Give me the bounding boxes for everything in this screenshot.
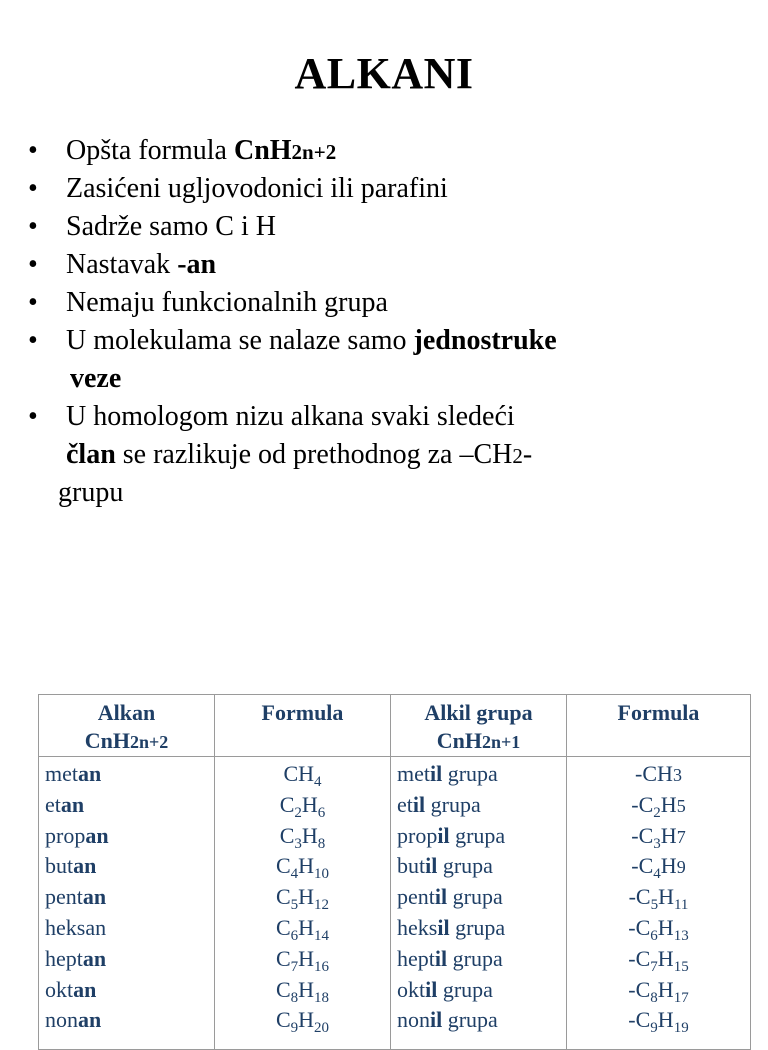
carbon-count: 7 xyxy=(290,958,299,975)
alkyl-formula: -CH3 xyxy=(635,761,682,786)
bullet-dot: • xyxy=(28,249,38,280)
hydrogen-count: 8 xyxy=(317,835,326,852)
alkyl-stem: prop xyxy=(397,822,438,848)
hydrogen-count: 17 xyxy=(673,989,689,1006)
alkyl-rest: grupa xyxy=(425,791,481,817)
header-formula-main: CnH xyxy=(436,728,482,753)
alkane-stem: non xyxy=(45,1007,78,1033)
hydrogen-count: 4 xyxy=(314,774,322,790)
alkyl-stem: okt xyxy=(397,976,426,1002)
alkyl-suffix: il xyxy=(430,761,443,786)
alkane-suffix: an xyxy=(82,945,107,971)
carbon-count: 5 xyxy=(290,897,299,914)
hydrogen-count: 9 xyxy=(676,857,686,878)
alkane-name xyxy=(45,944,208,975)
alkane-formula: $C_6H_{14}$ xyxy=(275,914,330,944)
alkane-stem: pent xyxy=(45,884,83,910)
alkane-formula: $C_9H_{20}$ xyxy=(275,1007,330,1037)
alkane-formula: $C_4H_{10}$ xyxy=(275,853,330,883)
alkyl-rest: grupa xyxy=(442,761,498,786)
alkyl-rest: grupa xyxy=(437,976,493,1002)
hydrogen-count: 3 xyxy=(672,765,682,785)
hydrogen-count: 20 xyxy=(314,1020,330,1037)
bullet-single-bonds xyxy=(28,322,748,360)
hydrogen-count: 12 xyxy=(314,897,330,914)
hydrogen-count: 11 xyxy=(673,897,689,914)
bullet-text: - xyxy=(522,439,533,470)
alkane-stem: hept xyxy=(45,945,83,971)
header-formula: Formula xyxy=(215,695,391,757)
hydrogen-count: 18 xyxy=(314,989,330,1006)
alkane-stem: et xyxy=(45,791,61,817)
carbon-count: 4 xyxy=(653,866,661,883)
bullet-dot: • xyxy=(28,325,38,356)
alkane-name xyxy=(45,790,208,821)
carbon-count: 4 xyxy=(290,866,299,883)
alkane-name xyxy=(45,882,208,913)
hydrogen-count: 13 xyxy=(673,927,689,944)
alkane-suffix: an xyxy=(85,822,109,848)
alkyl-suffix: il xyxy=(425,853,438,879)
bullet-bold: član xyxy=(66,439,116,470)
alkane-name xyxy=(45,759,208,790)
alkyl-name xyxy=(397,913,560,944)
alkyl-name xyxy=(397,821,560,852)
alkane-formula: $C_5H_{12}$ xyxy=(275,884,330,914)
table-header-row xyxy=(39,695,751,757)
alkyl-name xyxy=(397,882,560,913)
bullet-functional-groups xyxy=(28,284,748,322)
alkane-formulas-cell xyxy=(215,757,391,1050)
alkane-name xyxy=(45,1005,208,1036)
bullet-bold: veze xyxy=(70,363,122,394)
header-formula-small: 2n+2 xyxy=(129,732,169,752)
alkane-suffix: an xyxy=(78,1007,102,1033)
bullet-continuation xyxy=(28,360,748,398)
bullet-general-formula xyxy=(28,132,748,170)
alkane-stem: heksan xyxy=(45,914,107,940)
bullet-continuation xyxy=(28,474,748,512)
alkane-suffix: an xyxy=(60,791,85,817)
alkyl-stem: but xyxy=(397,853,426,879)
alkane-suffix: an xyxy=(73,853,97,879)
alkyl-stem: hept xyxy=(397,945,435,971)
alkyl-name xyxy=(397,759,560,790)
alkyl-formula: $-C_8H_{17}$ xyxy=(628,976,689,1006)
header-formula: Formula xyxy=(567,695,751,757)
carbon-count: 8 xyxy=(650,989,658,1006)
alkyl-rest: grupa xyxy=(449,914,506,940)
bullet-text: U molekulama se nalaze samo xyxy=(66,325,414,356)
bullet-continuation xyxy=(28,436,748,474)
alkane-name xyxy=(45,975,208,1006)
bullet-bold: jednostruke xyxy=(413,325,557,356)
alkyl-stem: non xyxy=(397,1007,430,1033)
hydrogen-count: 6 xyxy=(317,804,326,821)
alkyl-name xyxy=(397,851,560,882)
alkane-stem: okt xyxy=(45,976,74,1002)
carbon-count: 8 xyxy=(290,989,299,1006)
bullet-dot: • xyxy=(28,211,38,242)
alkane-name xyxy=(45,913,208,944)
bullet-dot: • xyxy=(28,287,38,318)
alkyl-suffix: il xyxy=(437,822,450,848)
alkyl-rest: grupa xyxy=(447,884,503,910)
formula-bold: CnH xyxy=(233,135,292,166)
alkane-stem: prop xyxy=(45,822,86,848)
hydrogen-count: 10 xyxy=(314,866,330,883)
carbon-count: 9 xyxy=(650,1020,658,1037)
hydrogen-count: 19 xyxy=(673,1020,689,1037)
header-formula-main: CnH xyxy=(84,728,130,753)
hydrogen-count: 5 xyxy=(676,795,686,816)
hydrogen-count: 16 xyxy=(314,958,330,975)
alkane-name xyxy=(45,821,208,852)
bullet-text: Zasićeni ugljovodonici ili parafini xyxy=(66,173,448,204)
bullet-homologous xyxy=(28,398,748,436)
table-body-row xyxy=(39,757,751,1050)
bullet-list xyxy=(28,132,748,512)
bullet-contains xyxy=(28,208,748,246)
alkyl-formula: $-C_7H_{15}$ xyxy=(628,945,689,975)
bullet-text: se razlikuje od prethodnog za –CH xyxy=(115,439,513,470)
alkyl-name xyxy=(397,944,560,975)
alkyl-suffix: il xyxy=(437,914,450,940)
bullet-bold: -an xyxy=(177,249,217,280)
bullet-text: Nastavak xyxy=(66,249,178,280)
alkyl-suffix: il xyxy=(412,791,426,817)
alkane-stem: met xyxy=(45,761,78,786)
alkyl-formula: $-C_4H9$ xyxy=(631,853,686,883)
alkyl-rest: grupa xyxy=(449,822,506,848)
alkane-table xyxy=(38,694,751,1050)
alkyl-suffix: il xyxy=(425,976,438,1002)
bullet-suffix xyxy=(28,246,748,284)
bullet-text: Nemaju funkcionalnih grupa xyxy=(66,287,388,318)
alkyl-rest: grupa xyxy=(437,853,493,879)
bullet-dot: • xyxy=(28,401,38,432)
alkyl-suffix: il xyxy=(430,1007,443,1033)
alkane-suffix: an xyxy=(78,761,102,786)
formula-bold-small: 2n+2 xyxy=(291,140,337,164)
alkane-formula: $C_7H_{16}$ xyxy=(275,945,330,975)
alkyl-suffix: il xyxy=(434,945,448,971)
alkyl-rest: grupa xyxy=(442,1007,498,1033)
header-formula-small: 2n+1 xyxy=(481,732,521,752)
hydrogen-count: 14 xyxy=(314,927,330,944)
alkyl-stem: pent xyxy=(397,884,435,910)
alkane-formula: $C_8H_{18}$ xyxy=(275,976,330,1006)
alkyl-name xyxy=(397,790,560,821)
alkyl-stem: et xyxy=(397,791,413,817)
alkane-stem: but xyxy=(45,853,74,879)
carbon-count: 6 xyxy=(290,927,299,944)
bullet-saturated xyxy=(28,170,748,208)
bullet-text: Sadrže samo C i H xyxy=(66,211,276,242)
alkyl-formulas-cell xyxy=(567,757,751,1050)
alkane-suffix: an xyxy=(73,976,97,1002)
alkane-formula: $C_3H_8$ xyxy=(279,822,326,852)
alkyl-formula: $-C_9H_{19}$ xyxy=(628,1007,689,1037)
alkyl-name xyxy=(397,975,560,1006)
alkane-formula: $CH_4$ xyxy=(283,761,322,790)
alkane-name xyxy=(45,851,208,882)
bullet-text: grupu xyxy=(58,477,124,508)
alkyl-stem: met xyxy=(397,761,430,786)
carbon-count: 9 xyxy=(290,1020,299,1037)
page-title: ALKANI xyxy=(294,49,474,98)
alkane-formula: $C_2H_6$ xyxy=(279,791,326,821)
bullet-text: U homologom nizu alkana svaki sledeći xyxy=(66,401,515,432)
hydrogen-count: 7 xyxy=(676,826,686,847)
carbon-count: 7 xyxy=(650,958,658,975)
bullet-dot: • xyxy=(28,135,38,166)
alkyl-stem: heks xyxy=(397,914,438,940)
carbon-count: 3 xyxy=(294,835,302,852)
hydrogen-count: 15 xyxy=(673,958,689,975)
bullet-small: 2 xyxy=(512,444,523,468)
alkyl-name xyxy=(397,1005,560,1036)
header-alkan: Alkan CnH2n+2 xyxy=(39,695,215,757)
alkyl-names-cell xyxy=(391,757,567,1050)
alkyl-formula: $-C_2H5$ xyxy=(631,791,686,821)
alkyl-formula: $-C_3H7$ xyxy=(631,822,686,852)
alkyl-formula: $-C_5H_{11}$ xyxy=(628,884,689,914)
alkyl-suffix: il xyxy=(434,884,448,910)
alkane-suffix: an xyxy=(82,884,107,910)
bullet-text: Opšta formula xyxy=(66,135,234,166)
header-alkil: Alkil grupa CnH2n+1 xyxy=(391,695,567,757)
alkyl-formula: $-C_6H_{13}$ xyxy=(628,914,689,944)
carbon-count: 6 xyxy=(650,927,658,944)
carbon-count: 2 xyxy=(653,804,661,821)
carbon-count: 3 xyxy=(653,835,661,852)
bullet-dot: • xyxy=(28,173,38,204)
alkyl-rest: grupa xyxy=(447,945,503,971)
carbon-count: 2 xyxy=(294,804,302,821)
alkane-names-cell xyxy=(39,757,215,1050)
carbon-count: 5 xyxy=(650,897,659,914)
